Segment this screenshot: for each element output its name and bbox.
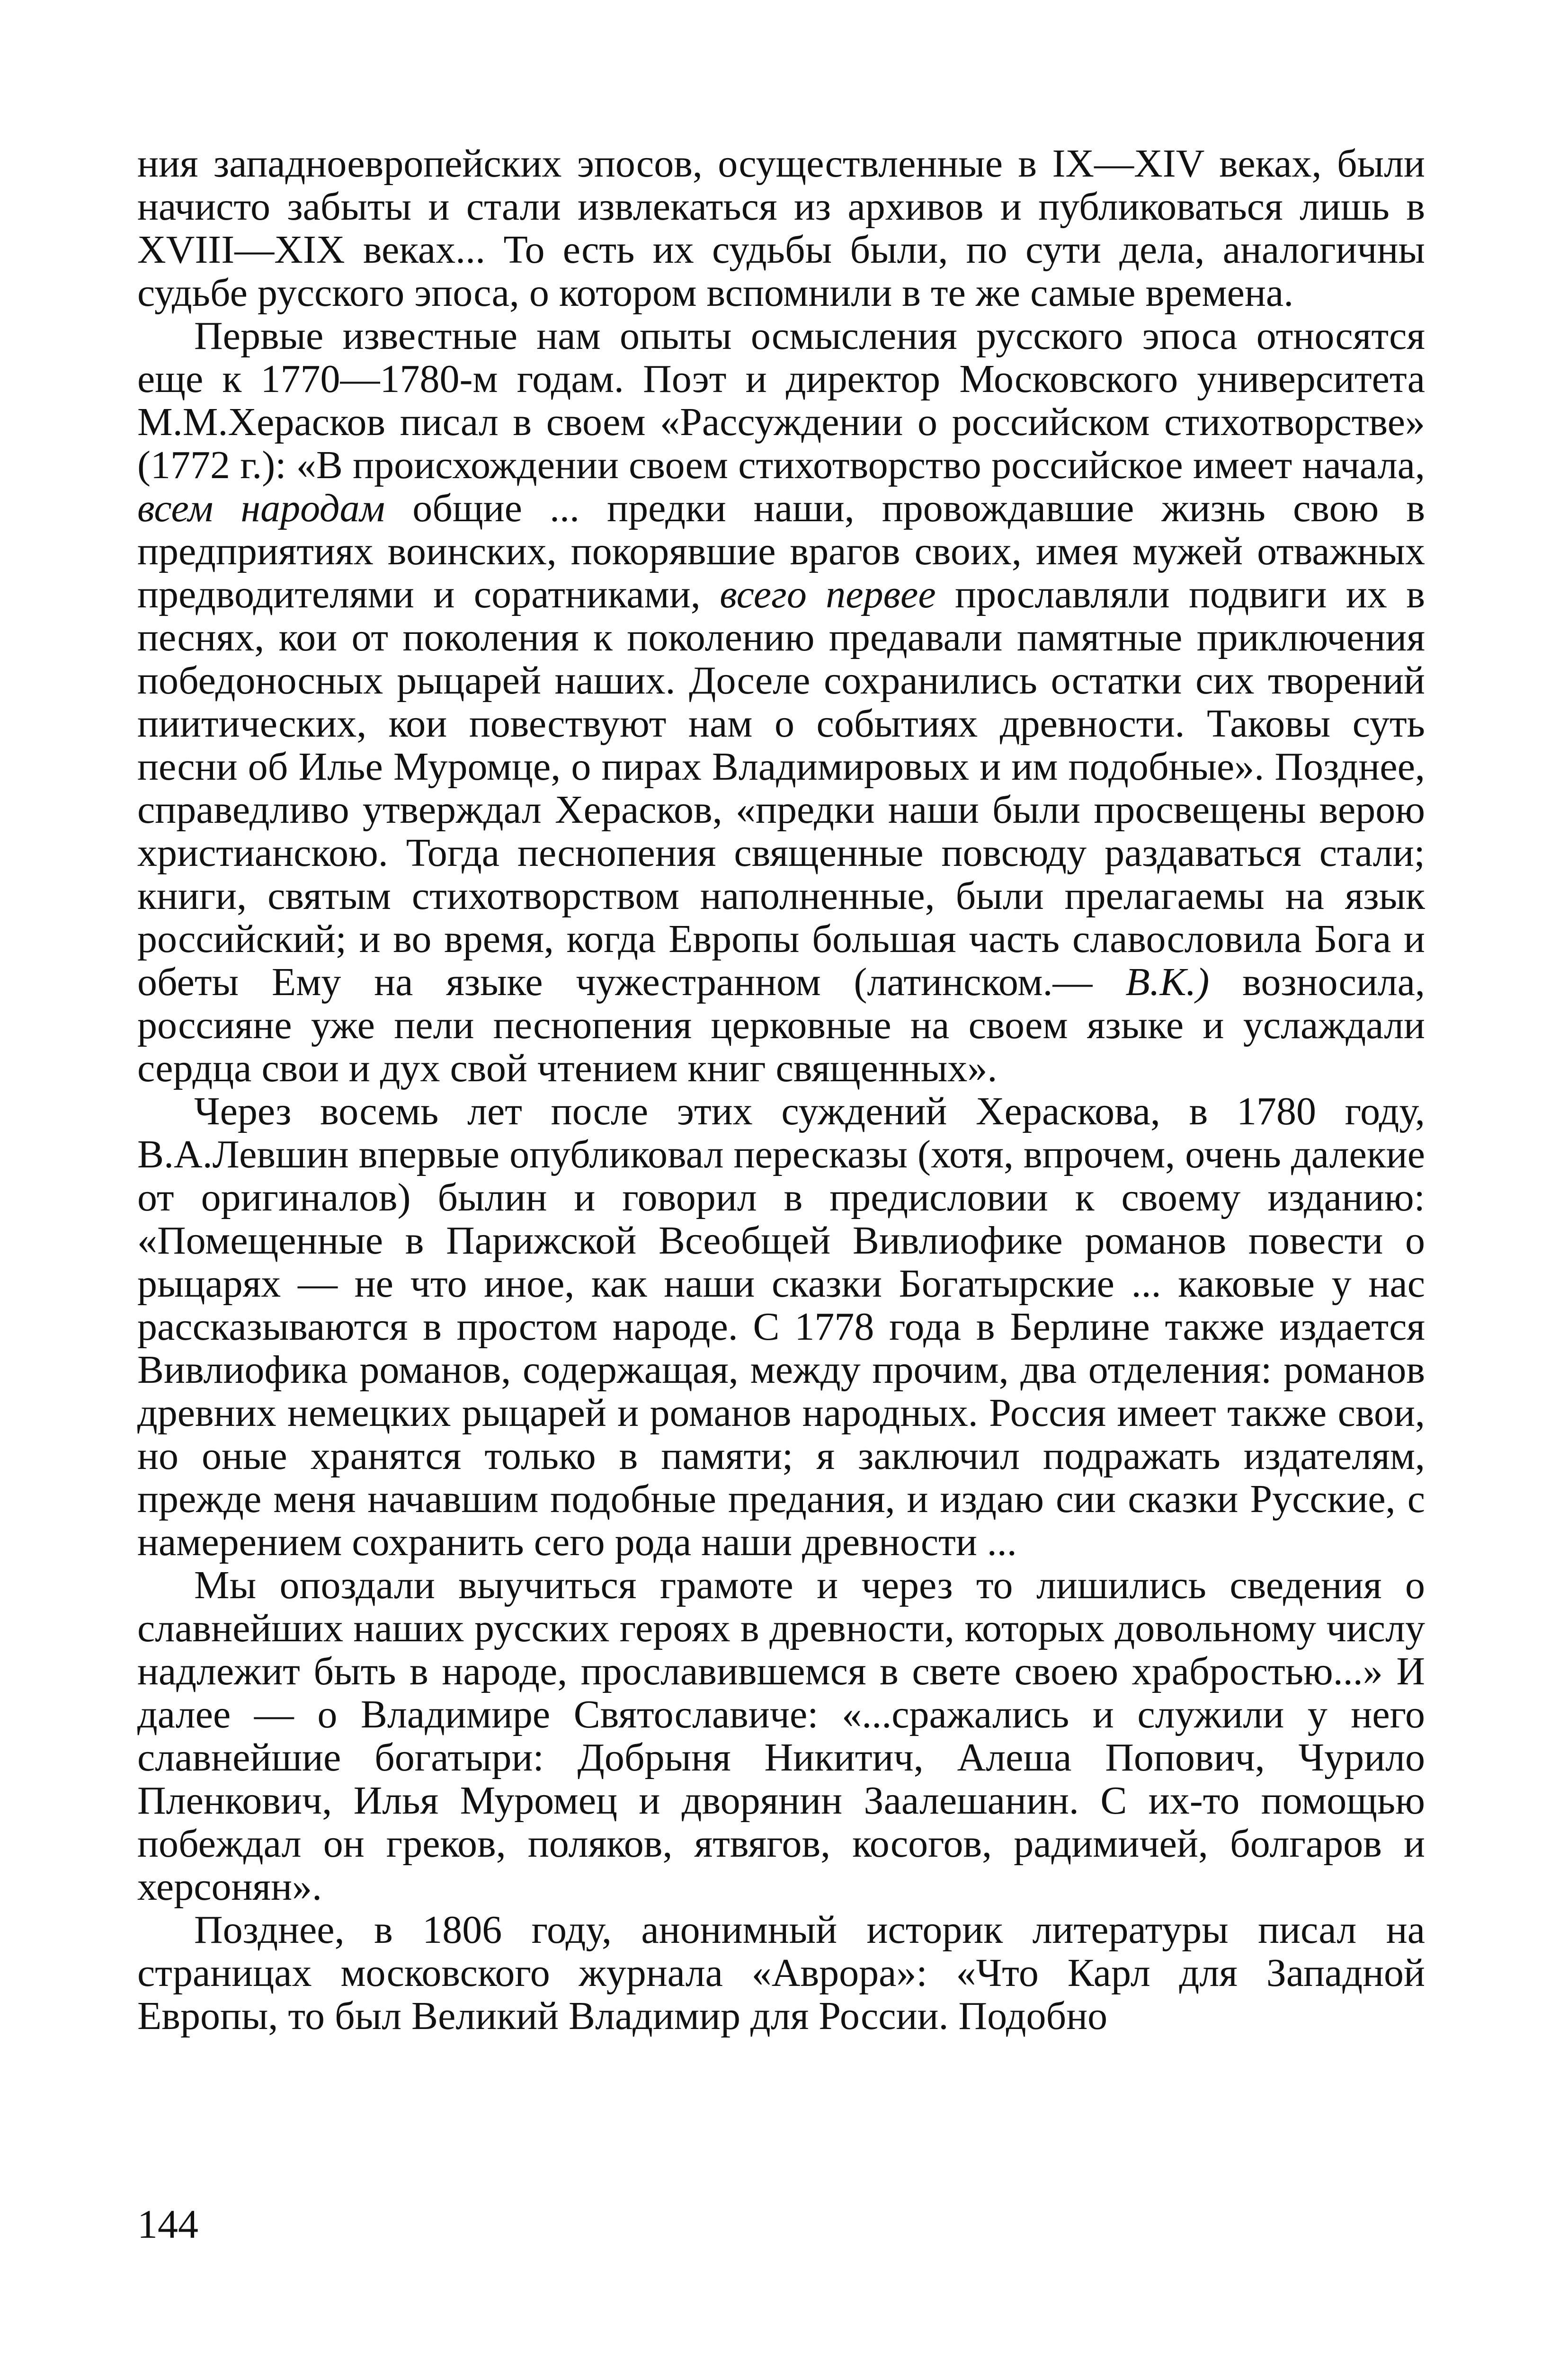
body-text xyxy=(137,142,1425,2038)
paragraph-heroes: Мы опоздали выучиться грамоте и через то лишились сведения о славнейших наших русских героях в древности, которых довольному числу надлежит быть в народе, прославившемся в свете своею храбростью...» И далее — о Владимире Святославиче: «...сражались и служили у него славнейшие богатыри: Добрыня Никитич, Алеша Попович, Чурило Пленкович, Илья Муромец и дворянин Заалешанин. С их-то помощью побеждал он греков, поляков, ятвягов, косогов, радимичей, болгаров и херсонян». xyxy=(137,1563,1425,1909)
italic-emphasis: всем народам xyxy=(137,486,385,530)
paragraph-levshin: Через восемь лет после этих суждений Хераскова, в 1780 году, В.А.Левшин впервые опубликовал пересказы (хотя, впрочем, очень далекие от оригиналов) былин и говорил в предисловии к своему изданию: «Помещенные в Парижской Всеобщей Вивлиофике романов повести о рыцарях — не что иное, как наши сказки Богатырские ... каковые у нас рассказываются в простом народе. С 1778 года в Берлине также издается Вивлиофика романов, содержащая, между прочим, два отделения: романов древних немецких рыцарей и романов народных. Россия имеет также свои, но оные хранятся только в памяти; я заключил подражать издателям, прежде меня начавшим подобные предания, и издаю сии сказки Русские, с намерением сохранить сего рода наши древности ... xyxy=(137,1089,1425,1564)
page-number: 144 xyxy=(137,2201,198,2247)
paragraph-kheraskov: Первые известные нам опыты осмысления русского эпоса относятся еще к 1770—1780-м годам. Поэт и директор Московского университета М.М.Херасков писал в своем «Рассуждении о российском стихотворстве» (1772 г.): «В происхождении своем стихотворство российское имеет начала, всем народам общие ... предки наши, провождавшие жизнь свою в предприятиях воинских, покорявшие врагов своих, имея мужей отважных предводителями и соратниками, всего первее прославляли подвиги их в песнях, кои от поколения к поколению предавали памятные приключения победоносных рыцарей наших. Доселе сохранились остатки сих творений пиитических, кои повествуют нам о событиях древности. Таковы суть песни об Илье Муромце, о пирах Владимировых и им подобные». Позднее, справедливо утверждал Херасков, «предки наши были просвещены верою христианскою. Тогда песнопения священные повсюду раздаваться стали; книги, святым стихотворством наполненные, были прелагаемы на язык российский; и во время, когда Европы большая часть славословила Бога и обеты Ему на языке чужестранном (латинском.— В.К.) возносила, россияне уже пели песнопения церковные на своем языке и услаждали сердца свои и дух свой чтением книг священных». xyxy=(137,314,1425,1090)
italic-emphasis: всего первее xyxy=(720,572,936,616)
italic-emphasis: В.К.) xyxy=(1125,960,1210,1004)
paragraph-continuation: ния западноевропейских эпосов, осуществленные в IX—XIV веках, были начисто забыты и стали извлекаться из архивов и публиковаться лишь в XVIII—XIX веках... То есть их судьбы были, по сути дела, аналогичны судьбе русского эпоса, о котором вспомнили в те же самые времена. xyxy=(137,142,1425,315)
paragraph-aurora: Позднее, в 1806 году, анонимный историк литературы писал на страницах московского журнала «Аврора»: «Что Карл для Западной Европы, то был Великий Владимир для России. Подобно xyxy=(137,1908,1425,2038)
